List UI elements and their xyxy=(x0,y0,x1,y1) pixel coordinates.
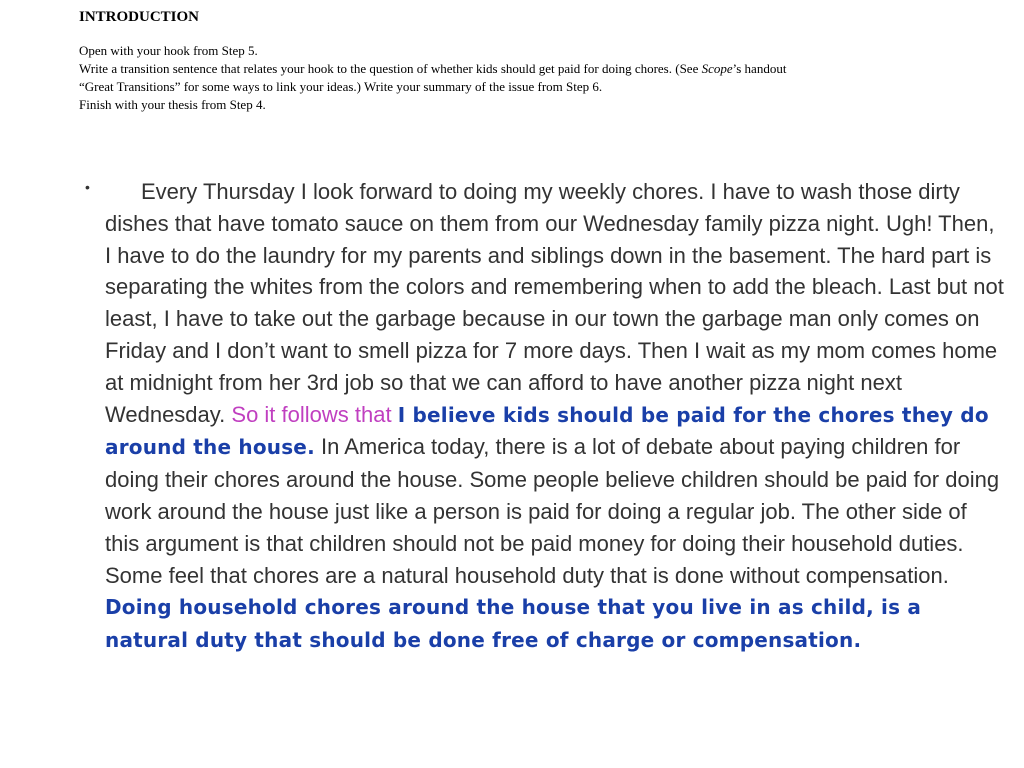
instruction-text: Write a transition sentence that relates your hook to the question of whether kids should get paid for doing chores. (See xyxy=(79,61,702,76)
transition-text: So it follows that xyxy=(231,401,392,427)
instructions-block xyxy=(79,42,1009,114)
instruction-line: Open with your hook from Step 5. xyxy=(79,43,258,58)
summary-text: In America today, there is a lot of debate about paying children for doing their chores around the house. Some people believe children should be paid for doing work around the house just like a person is paid for doing a regular job. The other side of this argument is that children should not be paid money for doing their household duties. Some feel that chores are a natural household duty that is done without compensation. xyxy=(105,434,1000,588)
hook-text: Every Thursday I look forward to doing my weekly chores. I have to wash those dirty dishes that have tomato sauce on them from our Wednesday family pizza night. Ugh! Then, I have to do the laundry for my parents and siblings down in the basement. The hard part is separating the whites from the colors and remembering when to add the bleach. Last but not least, I have to take out the garbage because in our town the garbage man only comes on Friday and I don’t want to smell pizza for 7 more days. Then I wait as my mom comes home at midnight from her 3rd job so that we can afford to have another pizza night next Wednesday. xyxy=(105,179,1004,427)
instruction-line: Finish with your thesis from Step 4. xyxy=(79,97,266,112)
publication-title: Scope xyxy=(701,61,733,76)
instruction-line xyxy=(79,60,1009,78)
thesis-statement-final: Doing household chores around the house that you live in as child, is a natural duty that should be done free of charge or compensation. xyxy=(105,595,922,653)
essay-paragraph xyxy=(105,176,1005,657)
thesis-statement: I believe kids should be paid for the chores they do around the house. xyxy=(105,402,989,460)
instruction-line: “Great Transitions” for some ways to link your ideas.) Write your summary of the issue from Step 6. xyxy=(79,79,603,94)
section-heading: INTRODUCTION xyxy=(79,9,200,25)
bullet-marker: • xyxy=(85,179,90,195)
instruction-text: ’s handout xyxy=(732,61,787,76)
